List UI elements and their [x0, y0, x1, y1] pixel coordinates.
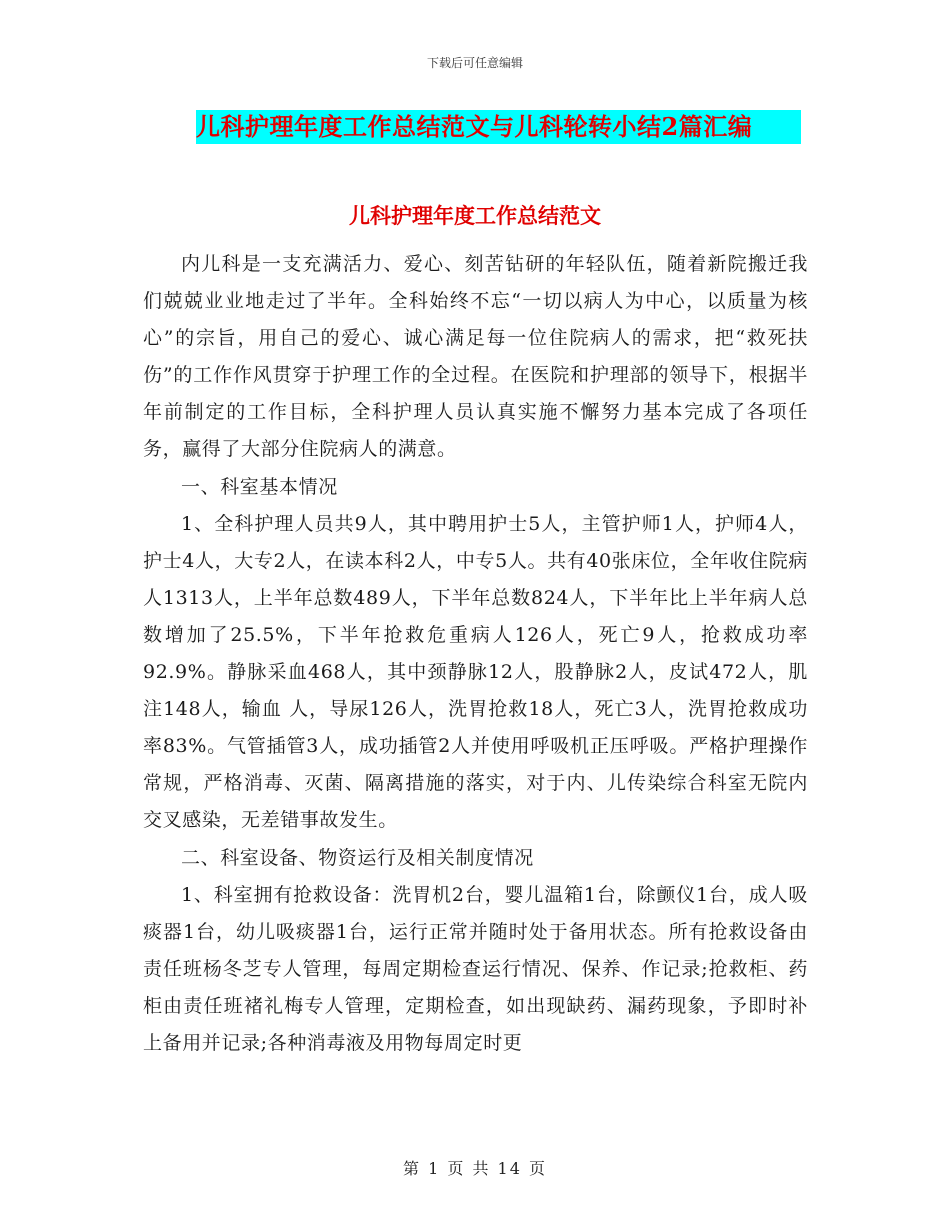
body-text [143, 246, 808, 1062]
heading-section-2: 二、科室设备、物资运行及相关制度情况 [181, 846, 534, 869]
paragraph-equipment: 1、科室拥有抢救设备：洗胃机2台，婴儿温箱1台，除颤仪1台，成人吸痰器1台，幼儿吸痰器1台，运行正常并随时处于备用状态。所有抢救设备由责任班杨冬芝专人管理，每周定期检查运行情况、保养、作记录;抢救柜、药柜由责任班褚礼梅专人管理，定期检查，如出现缺药、漏药现象，予即时补上备用并记录;各种消毒液及用物每周定时更 [143, 883, 808, 1054]
paragraph-staff-stats: 1、全科护理人员共9人，其中聘用护士5人，主管护师1人，护师4人，护士4人，大专2人，在读本科2人，中专5人。共有40张床位，全年收住院病人1313人，上半年总数489人，下半年总数824人，下半年比上半年病人总数增加了25.5%，下半年抢救危重病人126人，死亡9人，抢救成功率92.9%。静脉采血468人，其中颈静脉12人，股静脉2人，皮试472人，肌注148人，输血 人，导尿126人，洗胃抢救18人，死亡3人，洗胃抢救成功率83%。气管插管3人，成功插管2人并使用呼吸机正压呼吸。严格护理操作常规，严格消毒、灭菌、隔离措施的落实，对于内、儿传染综合科室无院内交叉感染，无差错事故发生。 [143, 512, 808, 832]
section-title: 儿科护理年度工作总结范文 [349, 203, 601, 228]
page-footer: 第 1 页 共 14 页 [403, 1159, 547, 1178]
heading-section-1: 一、科室基本情况 [181, 475, 338, 498]
header-note: 下载后可任意编辑 [426, 56, 523, 70]
paragraph-intro: 内儿科是一支充满活力、爱心、刻苦钻研的年轻队伍，随着新院搬迁我们兢兢业业地走过了半年。全科始终不忘“一切以病人为中心，以质量为核心”的宗旨，用自己的爱心、诚心满足每一位住院病人的需求，把“救死扶伤”的工作作风贯穿于护理工作的全过程。在医院和护理部的领导下，根据半年前制定的工作目标，全科护理人员认真实施不懈努力基本完成了各项任务，赢得了大部分住院病人的满意。 [143, 253, 808, 461]
document-title: 儿科护理年度工作总结范文与儿科轮转小结2篇汇编 [196, 112, 753, 141]
document-title-highlight [196, 110, 801, 144]
